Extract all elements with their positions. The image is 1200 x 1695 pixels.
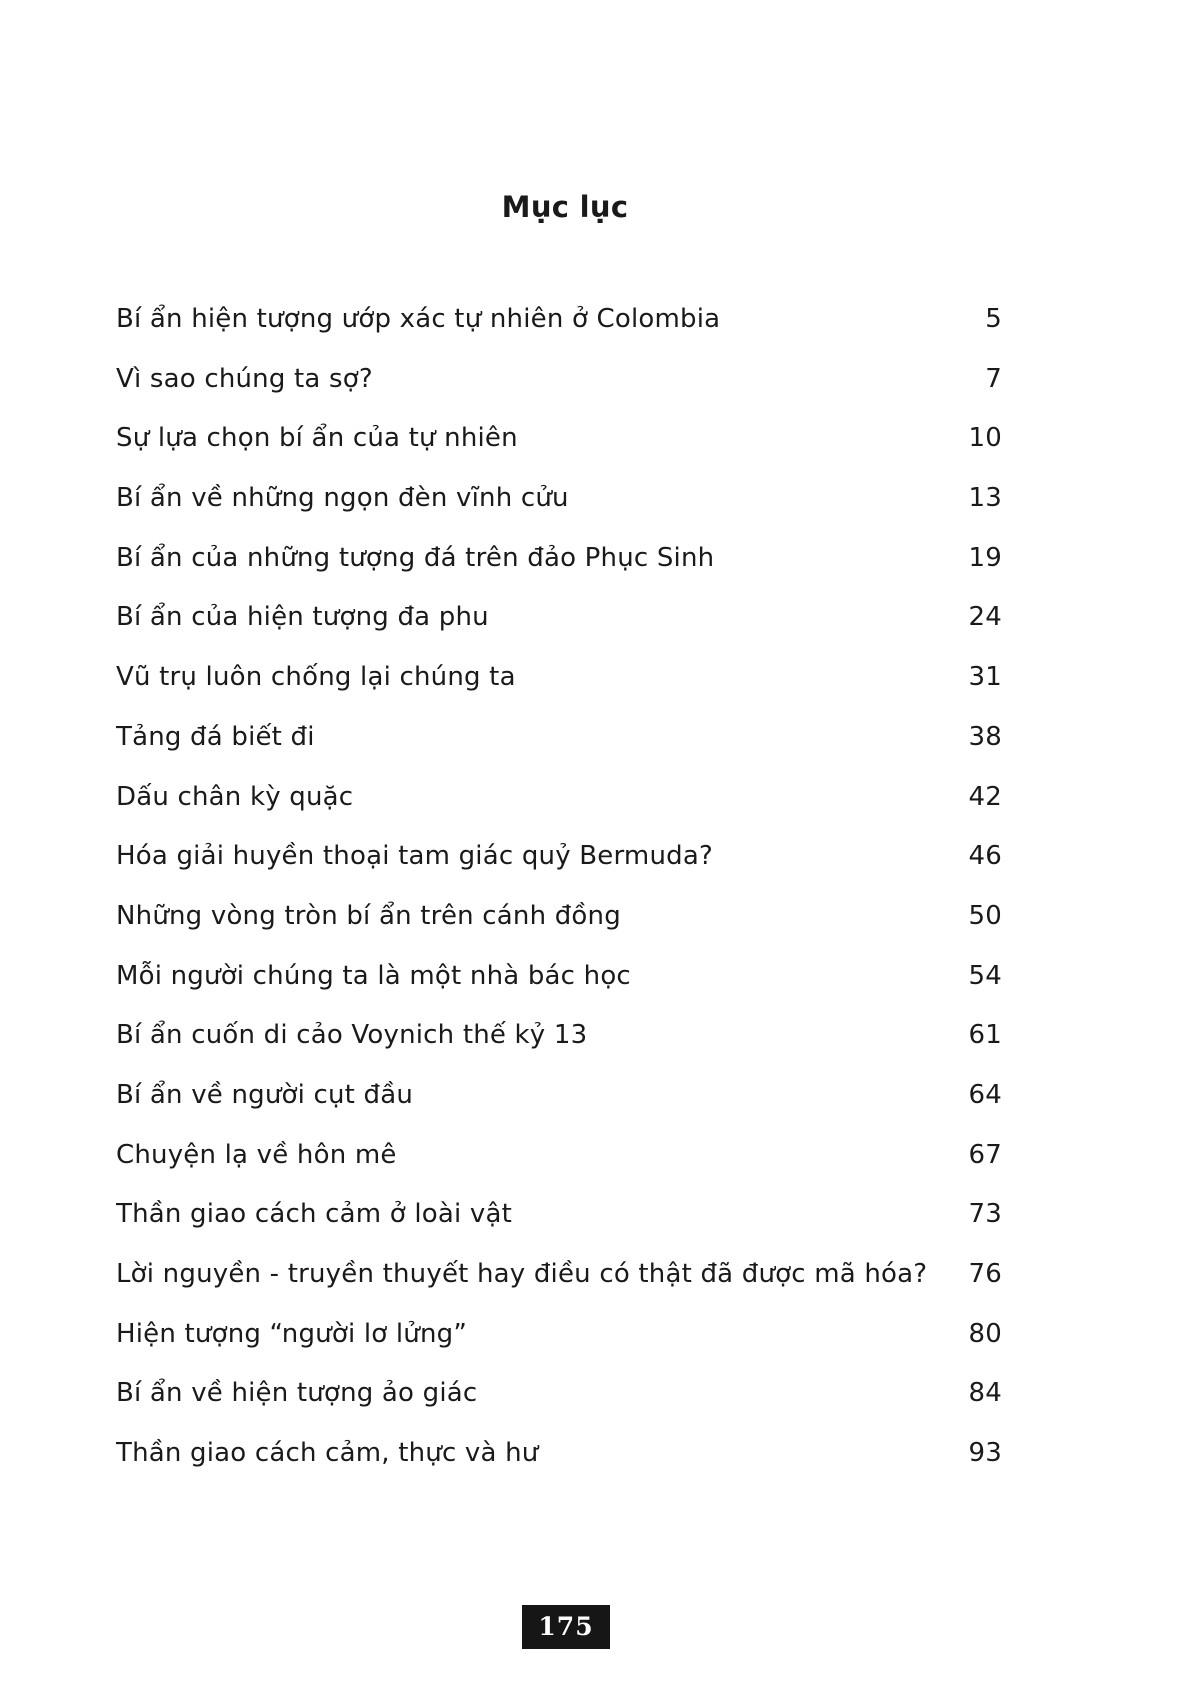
- toc-entry: [116, 602, 1002, 662]
- toc-entry-page: 73: [968, 1199, 1002, 1230]
- toc-entry: [116, 722, 1002, 782]
- toc-entry-page: 42: [968, 781, 1002, 812]
- page-number-badge: 175: [522, 1605, 610, 1649]
- toc-entry-page: 24: [968, 602, 1002, 633]
- toc-entry-page: 80: [968, 1318, 1002, 1349]
- toc-entry-title: Thần giao cách cảm, thực và hư: [116, 1438, 539, 1469]
- toc-entry-page: 67: [968, 1139, 1002, 1170]
- toc-entry: [116, 662, 1002, 722]
- toc-entry-title: Hiện tượng “người lơ lửng”: [116, 1318, 467, 1349]
- toc-entry: [116, 782, 1002, 842]
- toc-entry-title: Vũ trụ luôn chống lại chúng ta: [116, 662, 516, 693]
- toc-entry-page: 54: [968, 960, 1002, 991]
- toc-entry: [116, 1199, 1002, 1259]
- toc-entry: [116, 304, 1002, 364]
- toc-entry: [116, 1080, 1002, 1140]
- toc-entry-title: Bí ẩn của những tượng đá trên đảo Phục Sinh: [116, 542, 715, 573]
- toc-entry: [116, 1319, 1002, 1379]
- toc-entry-title: Bí ẩn về những ngọn đèn vĩnh cửu: [116, 483, 569, 514]
- toc-entry: [116, 543, 1002, 603]
- toc-entry-title: Lời nguyền - truyền thuyết hay điều có thật đã được mã hóa?: [116, 1259, 928, 1289]
- table-of-contents: [116, 304, 1002, 1498]
- page-title: Mục lục: [501, 190, 629, 224]
- toc-entry-page: 13: [968, 483, 1002, 514]
- toc-entry-title: Bí ẩn về hiện tượng ảo giác: [116, 1378, 478, 1409]
- toc-entry: [116, 423, 1002, 483]
- toc-entry-page: 84: [968, 1378, 1002, 1409]
- toc-entry-title: Những vòng tròn bí ẩn trên cánh đồng: [116, 900, 621, 931]
- toc-entry: [116, 961, 1002, 1021]
- toc-entry-title: Vì sao chúng ta sợ?: [116, 363, 373, 394]
- toc-entry: [116, 841, 1002, 901]
- toc-entry-page: 5: [985, 304, 1002, 334]
- toc-entry-title: Chuyện lạ về hôn mê: [116, 1139, 397, 1170]
- toc-entry-page: 76: [968, 1259, 1002, 1289]
- toc-entry: [116, 901, 1002, 961]
- toc-entry-page: 64: [968, 1079, 1002, 1110]
- toc-entry-title: Tảng đá biết đi: [116, 721, 315, 752]
- toc-entry-title: Bí ẩn hiện tượng ướp xác tự nhiên ở Colombia: [116, 304, 721, 334]
- toc-entry: [116, 1140, 1002, 1200]
- toc-entry-page: 46: [968, 841, 1002, 872]
- toc-entry-page: 93: [968, 1438, 1002, 1469]
- toc-entry-page: 50: [968, 900, 1002, 931]
- toc-entry: [116, 1378, 1002, 1438]
- toc-entry-page: 61: [968, 1020, 1002, 1051]
- toc-entry-page: 38: [968, 721, 1002, 752]
- toc-entry-page: 31: [968, 662, 1002, 693]
- toc-entry-page: 10: [968, 423, 1002, 454]
- toc-entry: [116, 1259, 1002, 1319]
- toc-entry: [116, 1020, 1002, 1080]
- toc-entry-page: 7: [985, 363, 1002, 394]
- toc-entry-page: 19: [968, 542, 1002, 573]
- toc-entry-title: Thần giao cách cảm ở loài vật: [116, 1199, 512, 1230]
- toc-entry-title: Bí ẩn cuốn di cảo Voynich thế kỷ 13: [116, 1020, 588, 1051]
- toc-entry-title: Sự lựa chọn bí ẩn của tự nhiên: [116, 423, 518, 454]
- toc-entry-title: Bí ẩn về người cụt đầu: [116, 1079, 414, 1110]
- toc-entry: [116, 1438, 1002, 1498]
- toc-entry-title: Mỗi người chúng ta là một nhà bác học: [116, 960, 631, 991]
- toc-entry-title: Dấu chân kỳ quặc: [116, 781, 354, 812]
- toc-entry: [116, 364, 1002, 424]
- toc-entry: [116, 483, 1002, 543]
- toc-entry-title: Hóa giải huyền thoại tam giác quỷ Bermuda?: [116, 841, 713, 872]
- toc-entry-title: Bí ẩn của hiện tượng đa phu: [116, 602, 489, 633]
